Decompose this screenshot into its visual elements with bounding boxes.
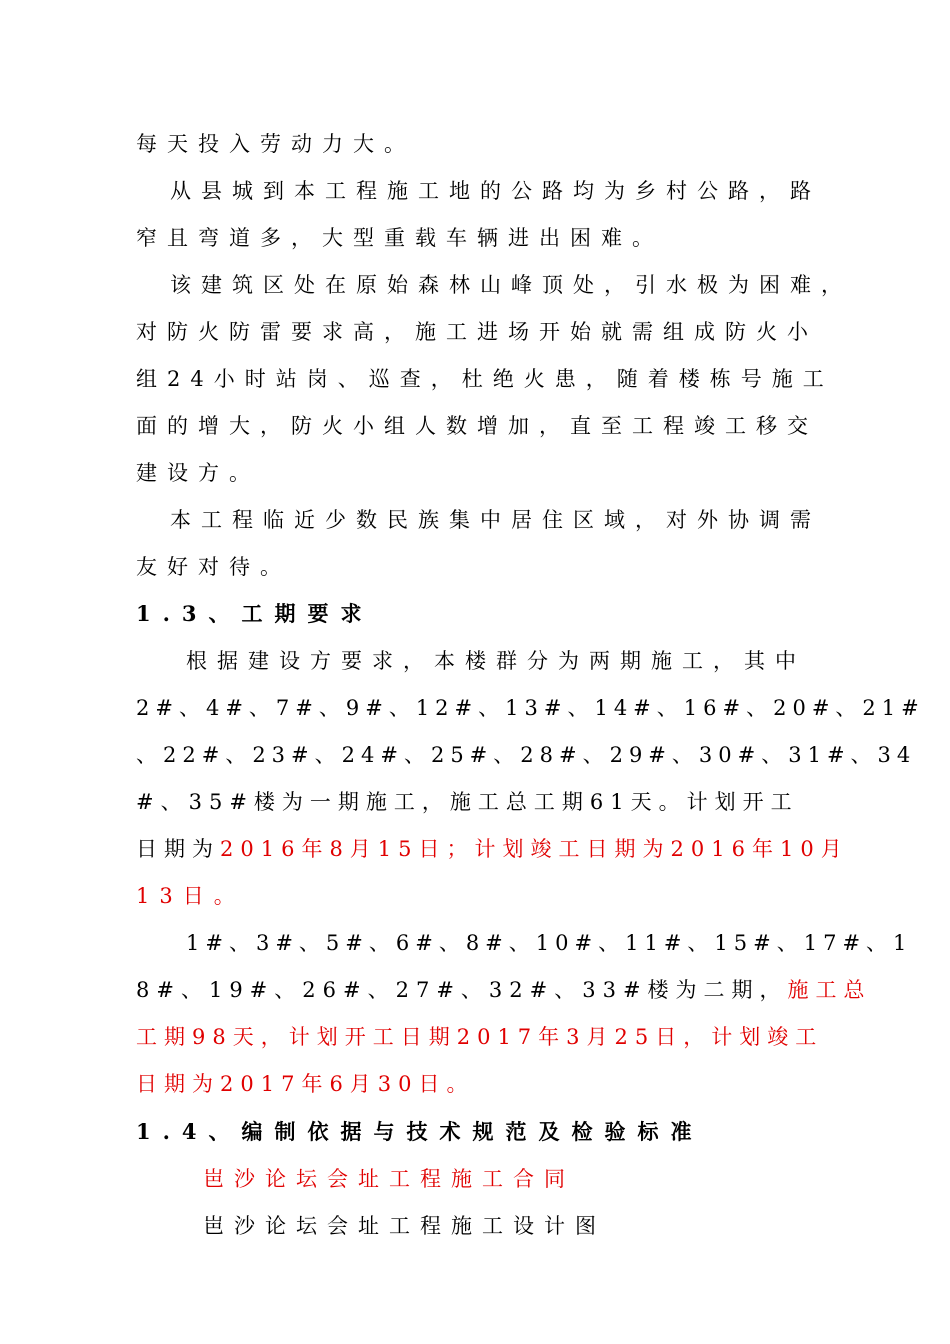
- paragraph-line: 建设方。: [136, 461, 260, 485]
- paragraph-text: 8#、19#、26#、27#、32#、33#楼为二期，: [136, 978, 788, 1002]
- paragraph-line: 友好对待。: [136, 555, 291, 579]
- building-list-line: 2#、4#、7#、9#、12#、13#、14#、16#、20#、21#: [136, 696, 925, 720]
- reference-item: 岜沙论坛会址工程施工设计图: [203, 1214, 606, 1238]
- building-list-line: 1#、3#、5#、6#、8#、10#、11#、15#、17#、1: [186, 931, 913, 955]
- paragraph-line: 从县城到本工程施工地的公路均为乡村公路，路: [170, 179, 821, 203]
- paragraph-line: 该建筑区处在原始森林山峰顶处，引水极为困难，: [170, 273, 852, 297]
- highlighted-text: 施工总: [787, 978, 872, 1002]
- paragraph-line: 组24小时站岗、巡查，杜绝火患，随着楼栋号施工: [136, 367, 834, 391]
- paragraph-line: [136, 835, 849, 863]
- highlighted-date-text: 13日。: [136, 884, 245, 908]
- highlighted-date-text: 2016年8月15日；计划竣工日期为2016年10月: [220, 837, 849, 861]
- paragraph-line: 窄且弯道多，大型重载车辆进出困难。: [136, 226, 663, 250]
- building-list-line: 、22#、23#、24#、25#、28#、29#、30#、31#、34: [136, 743, 917, 767]
- paragraph-line: 对防火防雷要求高，施工进场开始就需组成防火小: [136, 320, 818, 344]
- highlighted-date-text: 工期98天，计划开工日期2017年3月25日，计划竣工: [136, 1025, 824, 1049]
- paragraph-line: 每天投入劳动力大。: [136, 132, 415, 156]
- paragraph-line: 根据建设方要求，本楼群分为两期施工，其中: [186, 649, 806, 673]
- paragraph-line: [136, 976, 872, 1004]
- paragraph-text: 日期为: [136, 837, 220, 861]
- paragraph-line: 面的增大，防火小组人数增加，直至工程竣工移交: [136, 414, 818, 438]
- highlighted-date-text: 日期为2017年6月30日。: [136, 1072, 475, 1096]
- paragraph-line: #、35#楼为一期施工，施工总工期61天。计划开工: [136, 790, 799, 814]
- paragraph-line: 本工程临近少数民族集中居住区域，对外协调需: [170, 508, 821, 532]
- reference-item: 岜沙论坛会址工程施工合同: [203, 1167, 575, 1191]
- section-heading-1-3: 1.3、工期要求: [136, 601, 374, 626]
- section-heading-1-4: 1.4、编制依据与技术规范及检验标准: [136, 1119, 704, 1144]
